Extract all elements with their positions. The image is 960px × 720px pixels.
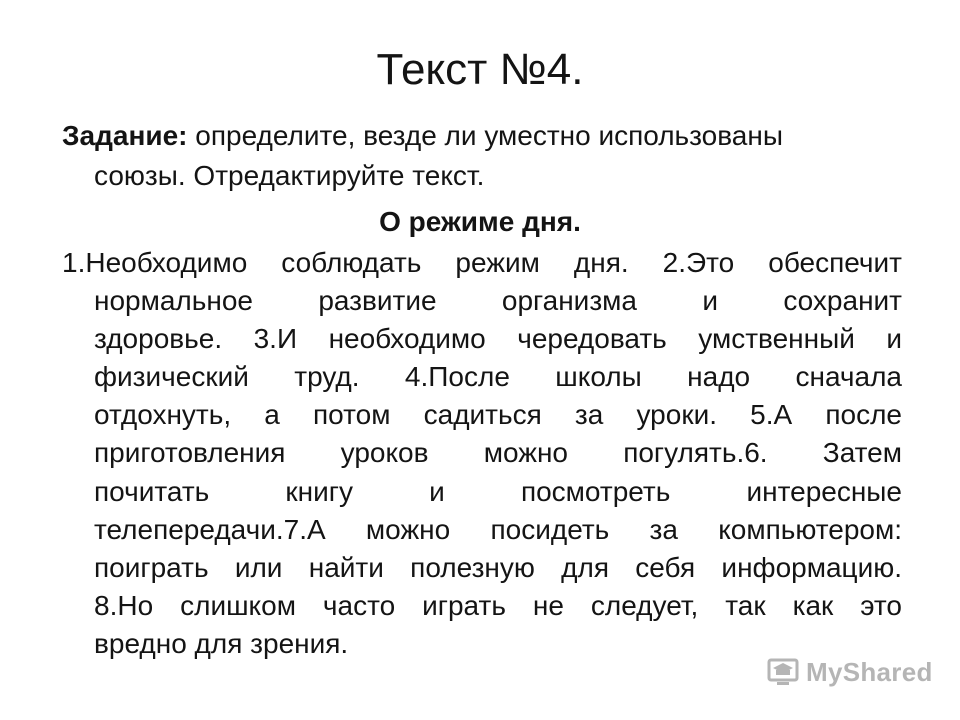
task-label: Задание: <box>62 120 188 151</box>
body-line: приготовления уроков можно погулять.6. Затем <box>94 437 902 469</box>
watermark <box>766 655 933 689</box>
task-instruction <box>62 116 902 196</box>
text-heading: О режиме дня. <box>379 206 581 237</box>
body-line: физический труд. 4.После школы надо сначала <box>94 361 902 393</box>
watermark-text: MyShared <box>806 656 933 687</box>
body-paragraph <box>62 244 902 663</box>
body-line: 8.Но слишком часто играть не следует, так как это <box>94 589 902 621</box>
body-line: телепередачи.7.А можно посидеть за компьютером: <box>94 513 902 545</box>
body-line: почитать книгу и посмотреть интересные <box>94 475 902 507</box>
body-line: нормальное развитие организма и сохранит <box>94 285 902 317</box>
task-text-part-1: определите, везде ли уместно использованы <box>187 120 783 151</box>
body-line: отдохнуть, а потом садиться за уроки. 5.А после <box>94 399 902 431</box>
body-line: здоровье. 3.И необходимо чередовать умственный и <box>94 323 902 355</box>
mortarboard-icon <box>766 655 800 689</box>
slide-title: Текст №4. <box>376 45 584 94</box>
task-line-1 <box>62 116 902 156</box>
body-line: 1.Необходимо соблюдать режим дня. 2.Это обеспечит <box>62 247 902 278</box>
body-line: вредно для зрения. <box>94 627 349 659</box>
body-line: поиграть или найти полезную для себя информацию. <box>94 551 902 583</box>
task-text-part-2: союзы. Отредактируйте текст. <box>94 160 485 191</box>
